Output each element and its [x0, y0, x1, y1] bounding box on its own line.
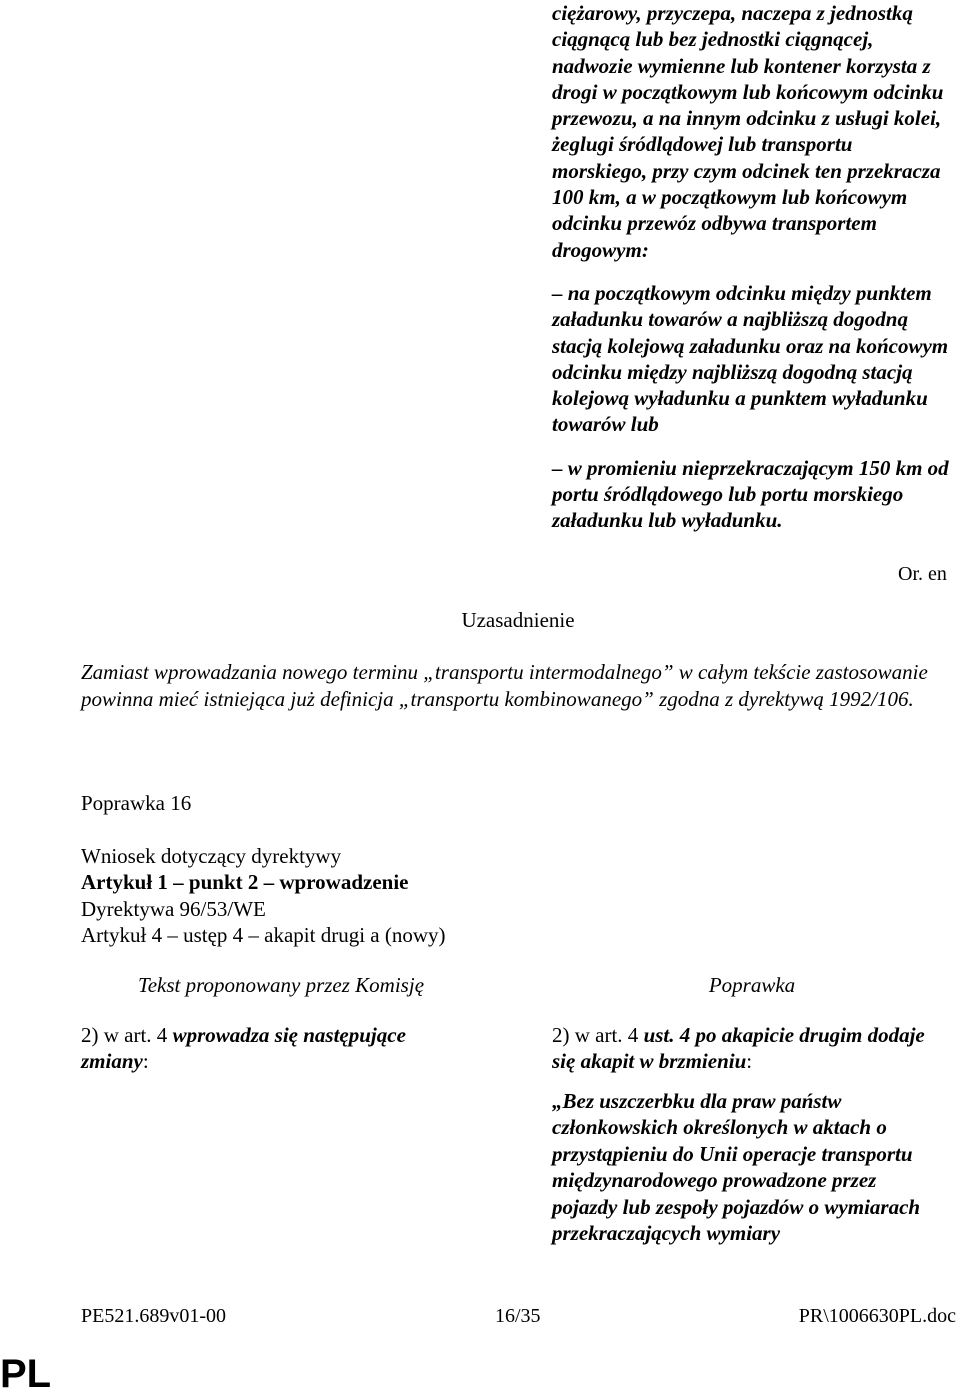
commission-text-header: Tekst proponowany przez Komisję: [137, 973, 425, 997]
commission-text-paragraph: [81, 1022, 481, 1075]
article-reference-bold: Artykuł 1 – punkt 2 – wprowadzenie: [81, 870, 409, 895]
footer-page-number: 16/35: [495, 1305, 541, 1327]
amendment-text-paragraph: [552, 1022, 932, 1075]
text-run: 2) w art. 4: [81, 1023, 173, 1047]
amendment-header: Poprawka: [708, 973, 796, 997]
text-run: :: [746, 1049, 753, 1074]
language-code: PL: [0, 1352, 52, 1396]
commission-text: [81, 1022, 481, 1075]
text-run: :: [142, 1049, 149, 1074]
text-run: 2) w art. 4: [552, 1023, 644, 1047]
footer-document-number: PE521.689v01-00: [81, 1305, 226, 1327]
amendment-title: Poprawka 16: [81, 791, 192, 815]
justification-heading: Uzasadnienie: [461, 608, 575, 632]
paragraph-initial-final-leg: – na początkowym odcinku między punktem załadunku towarów a najbliższą dogodną stacją kolejową załadunku oraz na końcowym odcinku między najbliższą dogodną stacją kolejową wyładunku a punktem wyładunku towarów lub: [552, 280, 949, 437]
amendment-meta: [81, 843, 446, 948]
paragraph-radius: – w promieniu nieprzekraczającym 150 km od portu śródlądowego lub portu morskiego załadunku lub wyładunku.: [552, 455, 949, 533]
justification-text: Zamiast wprowadzania nowego terminu „transportu intermodalnego” w całym tekście zastosowanie powinna mieć istniejąca już definicja „transportu kombinowanego” zgodna z dyrektywą 1992/106.: [81, 660, 928, 711]
article-reference: Artykuł 4 – ustęp 4 – akapit drugi a (nowy): [81, 922, 446, 947]
amendment-quote: „Bez uszczerbku dla praw państw członkowskich określonych w aktach o przystąpieniu do Unii operacje transportu międzynarodowego prowadzone przez pojazdy lub zespoły pojazdów o wymiarach przekraczających wymiary: [552, 1089, 921, 1246]
proposal-label: Wniosek dotyczący dyrektywy: [81, 844, 342, 868]
directive-reference: Dyrektywa 96/53/WE: [81, 896, 266, 921]
paragraph-intermodal-definition: ciężarowy, przyczepa, naczepa z jednostką ciągnącą lub bez jednostki ciągnącej, nadwozie wymienne lub kontener korzysta z drogi w początkowym lub końcowym odcinku przewozu, a na innym odcinku z usługi kolei, żeglugi śródlądowej lub transportu morskiego, przy czym odcinek ten przekracza 100 km, a w początkowym lub końcowym odcinku przewóz odbywa transportem drogowym:: [552, 1, 944, 262]
text-run-bold-italic: ust. 4 po akapicie drugim dodaje się akapit w brzmieniu: [552, 1023, 925, 1074]
continuation-text: [552, 0, 952, 534]
text-run-bold-italic: zmiany: [81, 1049, 143, 1074]
footer-file-name: PR\1006630PL.doc: [798, 1305, 956, 1327]
text-run-bold-italic: wprowadza się następujące: [172, 1023, 406, 1047]
amendment-text: [552, 1022, 932, 1075]
original-language-label: Or. en: [898, 563, 947, 585]
